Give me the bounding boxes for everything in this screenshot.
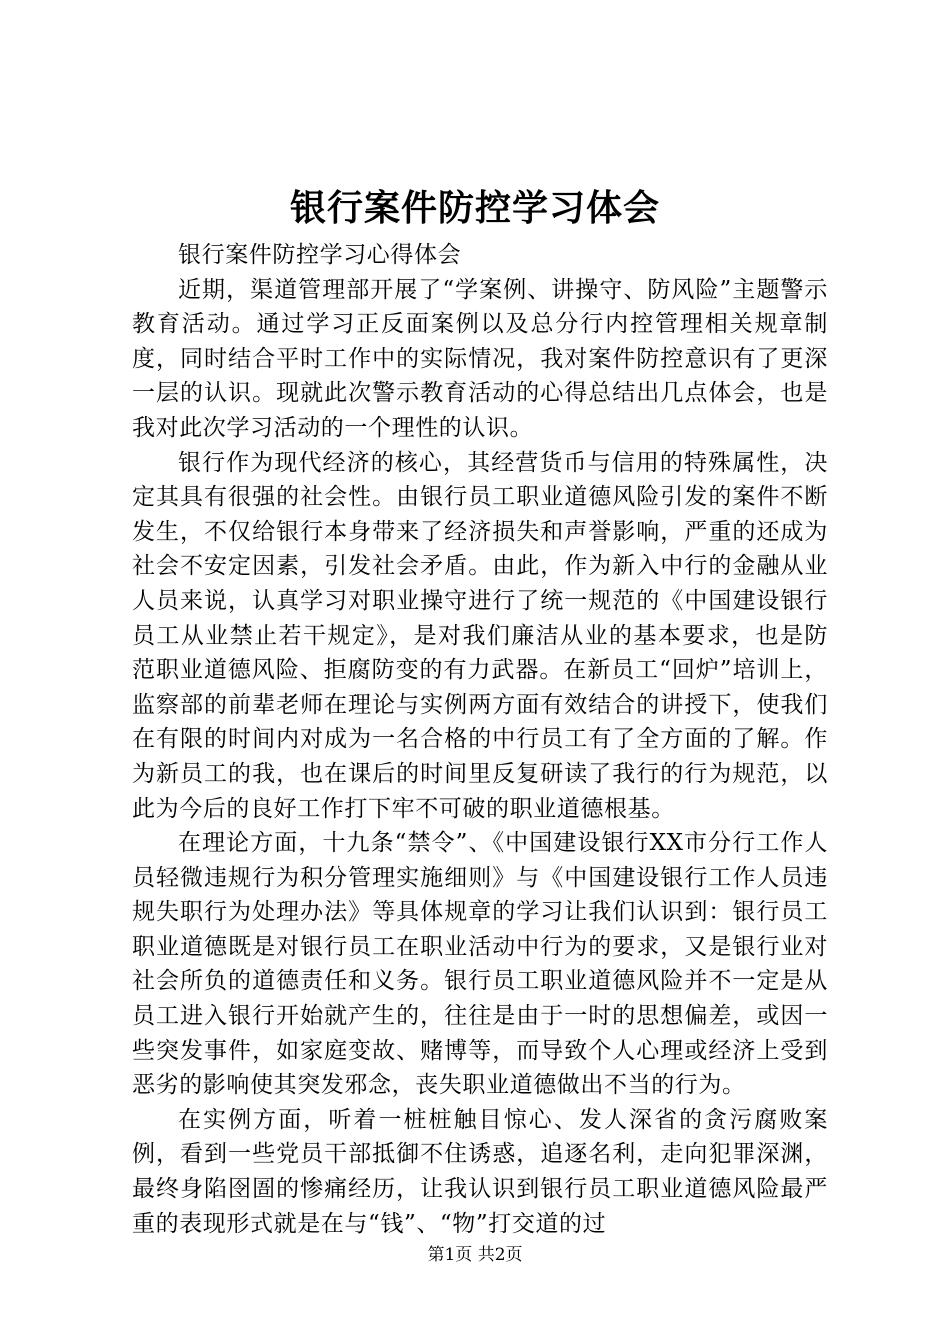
page-number-footer: 第1页 共2页 [427,1245,523,1265]
document-body [132,238,828,1241]
paragraph-subtitle: 银行案件防控学习心得体会 [178,242,462,268]
paragraph: 在实例方面，听着一桩桩触目惊心、发人深省的贪污腐败案例，看到一些党员干部抵御不住诱惑，追逐名利，走向犯罪深渊，最终身陷囹圄的惨痛经历，让我认识到银行员工职业道德风险最严重的表现形式就是在与“钱”、“物”打交道的过 [132,1106,828,1237]
paragraph: 银行作为现代经济的核心，其经营货币与信用的特殊属性，决定其具有很强的社会性。由银行员工职业道德风险引发的案件不断发生，不仅给银行本身带来了经济损失和声誉影响，严重的还成为社会不安定因素，引发社会矛盾。由此，作为新入中行的金融从业人员来说，认真学习对职业操守进行了统一规范的《中国建设银行员工从业禁止若干规定》，是对我们廉洁从业的基本要求，也是防范职业道德风险、拒腐防变的有力武器。在新员工“回炉”培训上，监察部的前辈老师在理论与实例两方面有效结合的讲授下，使我们在有限的时间内对成为一名合格的中行员工有了全方面的了解。作为新员工的我，也在课后的时间里反复研读了我行的行为规范，以此为今后的良好工作打下牢不可破的职业道德根基。 [132,449,828,822]
paragraph: 在理论方面，十九条“禁令”、《中国建设银行XX市分行工作人员轻微违规行为积分管理实施细则》与《中国建设银行工作人员违规失职行为处理办法》等具体规章的学习让我们认识到：银行员工职业道德既是对银行员工在职业活动中行为的要求，又是银行业对社会所负的道德责任和义务。银行员工职业道德风险并不一定是从员工进入银行开始就产生的，往往是由于一时的思想偏差，或因一些突发事件，如家庭变故、赌博等，而导致个人心理或经济上受到恶劣的影响使其突发邪念，丧失职业道德做出不当的行为。 [132,830,828,1099]
document-title: 银行案件防控学习体会 [289,187,660,229]
paragraph: 近期，渠道管理部开展了“学案例、讲操守、防风险”主题警示教育活动。通过学习正反面案例以及总分行内控管理相关规章制度，同时结合平时工作中的实际情况，我对案件防控意识有了更深一层的认识。现就此次警示教育活动的心得总结出几点体会，也是我对此次学习活动的一个理性的认识。 [132,276,828,441]
